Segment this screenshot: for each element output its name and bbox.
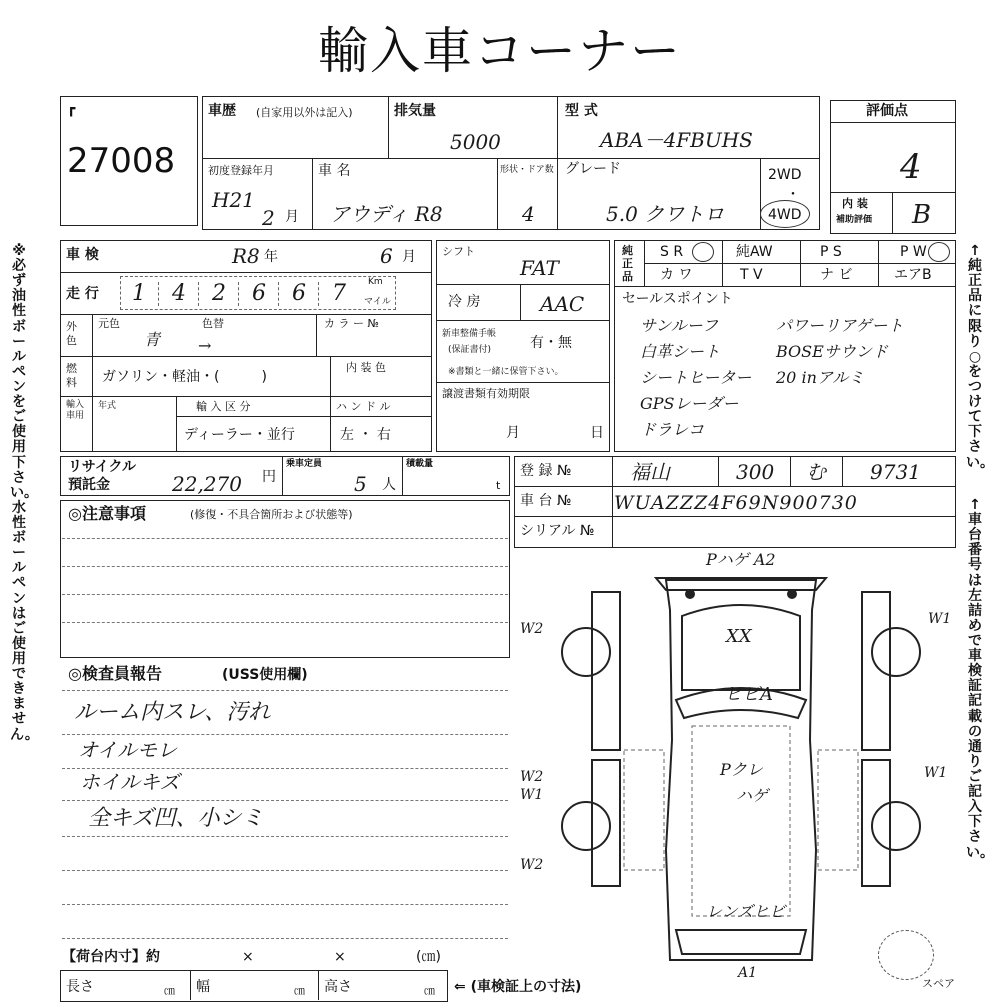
capacity-unit: 人 [382, 477, 396, 493]
transfer-month: 月 [506, 425, 520, 441]
mark-w2: W2 [520, 769, 544, 785]
report-entry: オイルモレ [78, 738, 177, 762]
interior-color-label: 内 装 色 [346, 361, 386, 374]
dimensions-note: ⇐ (車検証上の寸法) [454, 979, 582, 995]
side-note-right-chassis: ↑車台番号は左詰めで車検証記載の通りご記入下さい。 [966, 497, 994, 861]
change-color-label: 色替 [202, 317, 224, 330]
mark-w1: W1 [924, 765, 948, 781]
right-mirror-zone [818, 750, 858, 870]
left-mirror-zone [624, 750, 664, 870]
notes-line [62, 622, 508, 623]
height-label: 高さ [324, 979, 352, 995]
shift-label: シフト [442, 245, 475, 258]
notes-sub: (修復・不具合箇所および状態等) [190, 508, 353, 521]
length-unit: ㎝ [164, 984, 175, 997]
mileage-unit-km: Km [368, 277, 383, 287]
page-title: 輸入車コーナー [318, 22, 682, 80]
recycle-label: リサイクル [68, 459, 137, 475]
model-type-label: 型 式 [565, 103, 598, 119]
ac-value: AAC [540, 292, 585, 316]
evaluation-box [830, 100, 956, 234]
cargo-unit: (㎝) [416, 949, 441, 965]
mileage-separator [158, 282, 159, 306]
sales-point-item: サンルーフ [640, 316, 719, 335]
front-bumper [676, 930, 806, 954]
sales-point-item: BOSEサウンド [776, 342, 888, 361]
mirror-left-icon [685, 589, 695, 599]
sales-point-item: ドラレコ [640, 420, 705, 439]
option-sr[interactable]: S R [660, 244, 684, 260]
registration-number: 9731 [870, 460, 921, 484]
import-category-options[interactable]: ディーラー・並行 [184, 427, 295, 443]
chassis-label: 車 台 № [520, 493, 572, 509]
car-name-value: アウディ R8 [330, 202, 443, 226]
interior-label: 内 装 [842, 197, 868, 210]
fuel-side: 燃料 [66, 362, 77, 390]
color-code-label: カ ラ ー № [324, 317, 379, 330]
car-name-label: 車 名 [318, 163, 351, 179]
history-label: 車歴 [208, 103, 236, 119]
side-note-right-genuine: ↑純正品に限り○をつけて下さい。 [966, 243, 994, 471]
capacity-value: 5 [354, 472, 367, 496]
width-label: 幅 [196, 979, 210, 995]
inspection-year: R8 [232, 244, 260, 268]
mileage-digit: 4 [172, 281, 186, 306]
wheel-front-left [562, 802, 610, 850]
report-line [62, 800, 508, 801]
registration-place: 福山 [630, 460, 670, 484]
manual-value[interactable]: 有・無 [530, 335, 572, 351]
option-ps[interactable]: P S [820, 244, 842, 260]
mileage-digit: 1 [132, 281, 146, 306]
drive-4wd[interactable]: 4WD [768, 207, 802, 223]
right-door-panel [862, 592, 890, 750]
inspection-year-unit: 年 [264, 249, 278, 265]
option-navi[interactable]: ナ ビ [820, 267, 853, 283]
mark-roof: XX [726, 626, 752, 647]
report-entry: ホイルキズ [80, 770, 180, 794]
import-year-label: 年式 [98, 401, 117, 411]
option-pw[interactable]: P W [900, 244, 927, 260]
mileage-separator [198, 282, 199, 306]
mark-bottom: A1 [738, 965, 758, 981]
notes-block [60, 500, 510, 658]
manual-label: 新車整備手帳 [442, 329, 497, 339]
cargo-label: 【荷台内寸】約 [62, 949, 160, 965]
sales-points-label: セールスポイント [622, 291, 733, 307]
mileage-separator [318, 282, 319, 306]
left-door-panel [592, 592, 620, 750]
doors-label: 形状・ドア数 [500, 165, 554, 175]
change-color-value: → [198, 336, 212, 355]
report-line [62, 870, 508, 871]
mileage-digit: 7 [332, 281, 346, 306]
mark-w1: W1 [520, 787, 544, 803]
report-line [62, 836, 508, 837]
dimensions-block [60, 970, 448, 1002]
circle-mark-icon [928, 242, 950, 262]
notes-label: ◎注意事項 [68, 504, 146, 523]
left-side-lower [592, 760, 620, 886]
transfer-day: 日 [590, 425, 604, 441]
registration-class: 300 [736, 460, 775, 484]
inspection-label: 車 検 [66, 247, 99, 263]
recycle-value: 22,270 [172, 472, 242, 496]
import-category-label: 輸 入 区 分 [196, 400, 251, 413]
sales-point-item: 白革シート [640, 342, 721, 361]
cargo-x1: × [242, 949, 254, 965]
mileage-separator [238, 282, 239, 306]
report-line [62, 768, 508, 769]
sales-point-item: シートヒーター [640, 368, 752, 387]
spare-label: スペア [922, 977, 955, 990]
chassis-value: WUAZZZ4F69N900730 [614, 492, 858, 514]
notes-line [62, 566, 508, 567]
lot-number: 27008 [67, 141, 176, 181]
option-tv[interactable]: T V [740, 267, 763, 283]
inspector-label: ◎検査員報告 [68, 664, 162, 683]
sales-point-item: 20 inアルミ [776, 368, 865, 387]
transfer-label: 譲渡書類有効期限 [442, 387, 530, 400]
report-line [62, 938, 508, 939]
wheel-rear-right [872, 628, 920, 676]
circle-mark-icon [692, 242, 714, 262]
right-side-lower [862, 760, 890, 886]
first-registration-month: 2 [262, 206, 275, 230]
drive-2wd[interactable]: 2WD [768, 167, 802, 183]
report-line [62, 734, 508, 735]
report-line [62, 904, 508, 905]
grade-label: グレード [565, 161, 621, 177]
doors-value: 4 [522, 202, 535, 226]
manual-note: ※書類と一緒に保管下さい。 [448, 367, 564, 377]
report-entry: 全キズ凹、小シミ [88, 806, 264, 831]
load-label: 積載量 [406, 459, 434, 469]
inspection-month: 6 [380, 244, 393, 268]
shift-value: FAT [520, 256, 559, 280]
lot-number-box [60, 96, 198, 226]
fuel-options[interactable]: ガソリン・軽油・( ) [102, 369, 267, 385]
corner-mark-icon: ┏ [67, 101, 76, 117]
drive-dot: ・ [786, 187, 800, 203]
load-unit: t [496, 479, 501, 492]
month-unit: 月 [285, 209, 299, 225]
mark-w1: W1 [928, 611, 952, 627]
mileage-digit: 6 [292, 281, 306, 306]
serial-label: シリアル № [520, 523, 595, 539]
inspection-month-unit: 月 [402, 249, 416, 265]
outer-color-side: 外色 [66, 320, 77, 348]
notes-line [62, 594, 508, 595]
cargo-x2: × [334, 949, 346, 965]
wheel-rear-left [562, 628, 610, 676]
option-leather[interactable]: カ ワ [660, 267, 693, 283]
capacity-label: 乗車定員 [286, 459, 323, 469]
manual-sub: (保証書付) [448, 345, 492, 355]
mark-w2: W2 [520, 621, 544, 637]
mirror-right-icon [787, 589, 797, 599]
option-aw[interactable]: 純AW [736, 244, 773, 260]
first-registration-year: H21 [212, 188, 255, 212]
hood-zone [692, 726, 790, 916]
evaluation-label: 評価点 [866, 103, 908, 119]
roof [682, 605, 800, 690]
mileage-digit: 2 [212, 281, 226, 306]
genuine-label: 純正品 [622, 244, 633, 284]
side-note-left: ※必ず油性ボールペンをご使用下さい。水性ボールペンはご使用できません。 [10, 243, 39, 743]
height-unit: ㎝ [424, 984, 435, 997]
aux-eval-label: 補助評価 [836, 215, 873, 225]
interior-score: B [912, 200, 932, 230]
wheel-front-right [872, 802, 920, 850]
handle-options[interactable]: 左 ・ 右 [340, 427, 391, 443]
width-unit: ㎝ [294, 984, 305, 997]
mark-windshield: ヒビA [724, 684, 773, 705]
mark-hood-1: Pクレ [720, 760, 763, 779]
orig-color-value: 青 [144, 330, 161, 349]
import-side: 輸入車用 [66, 400, 85, 421]
mark-hood-2: ハゲ [736, 786, 769, 805]
history-note: (自家用以外は記入) [256, 106, 353, 119]
length-label: 長さ [66, 979, 94, 995]
report-entry: ルーム内スレ、汚れ [74, 700, 271, 725]
registration-label: 登 録 № [520, 463, 572, 479]
evaluation-score: 4 [900, 147, 922, 187]
ac-label: 冷 房 [448, 294, 481, 310]
mileage-digit: 6 [252, 281, 266, 306]
report-line [62, 690, 508, 691]
recycle-unit: 円 [262, 469, 276, 485]
option-airbag[interactable]: エアB [894, 267, 932, 283]
notes-line [62, 538, 508, 539]
orig-color-label: 元色 [98, 317, 120, 330]
sales-point-item: パワーリアゲート [776, 316, 904, 335]
displacement-label: 排気量 [394, 103, 436, 119]
displacement-value: 5000 [450, 130, 501, 154]
model-type-value: ABA－4FBUHS [600, 128, 753, 152]
grade-value: 5.0 クワトロ [606, 202, 725, 226]
mileage-separator [278, 282, 279, 306]
mark-front: レンズヒビ [706, 902, 786, 921]
mark-w2: W2 [520, 857, 544, 873]
mark-rear-top: Pハゲ A2 [706, 550, 776, 569]
recycle-label-2: 預託金 [68, 477, 110, 493]
mileage-unit-mile: マイル [364, 297, 391, 307]
spare-tire-icon [878, 930, 934, 980]
inspector-sub: (USS使用欄) [222, 667, 308, 683]
registration-kana: む [806, 460, 826, 484]
handle-label: ハ ン ド ル [336, 400, 391, 413]
first-registration-label: 初度登録年月 [208, 164, 274, 177]
sales-point-item: GPSレーダー [640, 394, 739, 413]
mileage-label: 走 行 [66, 286, 99, 302]
